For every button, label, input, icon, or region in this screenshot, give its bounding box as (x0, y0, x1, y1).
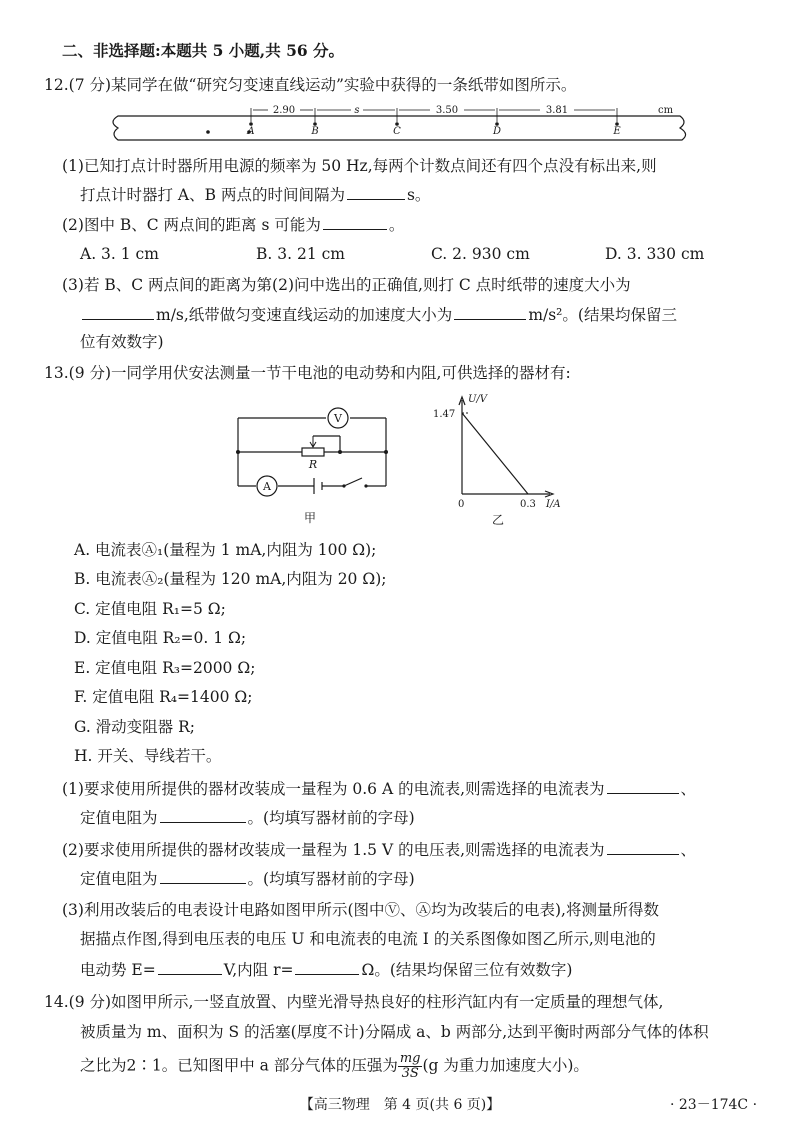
q12-part2-end: 。 (388, 216, 405, 234)
q13-item-b: B. 电流表Ⓐ₂(量程为 120 mA,内阻为 20 Ω); (74, 570, 387, 588)
tape-label-c: C (393, 126, 401, 137)
tape-label-d: D (492, 126, 502, 137)
ammeter-label: A (263, 480, 271, 493)
switch-contact (342, 484, 345, 487)
q12-part1-line2 (80, 183, 430, 206)
q13-part3-r-blank[interactable] (295, 958, 359, 975)
switch-blade (344, 478, 362, 486)
q13-part2-resistor-blank[interactable] (160, 867, 246, 884)
q13-item-g: G. 滑动变阻器 R; (74, 718, 196, 736)
tape-dot-1 (206, 130, 210, 134)
q13-part2-resistor-label: 定值电阻为 (80, 870, 158, 888)
q12-stem: 12.(7 分)某同学在做“研究匀变速直线运动”实验中获得的一条纸带如图所示。 (44, 76, 577, 94)
q12-part1-text: 打点计时器打 A、B 两点的时间间隔为 (80, 186, 345, 204)
q12-option-a: A. 3. 1 cm (80, 245, 159, 263)
q12-part3-line2 (80, 303, 677, 326)
q13-stem: 13.(9 分)一同学用伏安法测量一节干电池的电动势和内阻,可供选择的器材有: (44, 364, 571, 382)
circuit-diagram (228, 398, 398, 528)
q12-part1-answer-blank[interactable] (347, 183, 405, 200)
q13-part1-line1 (62, 777, 696, 800)
circuit-caption: 甲 (303, 511, 317, 525)
u-i-graph (430, 390, 580, 528)
q13-part1-resistor-blank[interactable] (160, 806, 246, 823)
q13-part1-resistor-label: 定值电阻为 (80, 809, 158, 827)
q12-option-b: B. 3. 21 cm (256, 245, 345, 263)
q12-part3-text-a: m/s,纸带做匀变速直线运动的加速度大小为 (156, 306, 453, 324)
q14-fraction-numerator: mg (399, 1051, 421, 1066)
footer-page-label: 【高三物理 第 4 页(共 6 页)】 (299, 1097, 501, 1113)
q13-part3-r-label: V,内阻 r= (223, 961, 294, 979)
tape-spacing-ab: 2.90 (272, 105, 296, 116)
q12-option-d: D. 3. 330 cm (605, 245, 705, 263)
q14-line3-end: (g 为重力加速度大小)。 (422, 1056, 589, 1075)
u-i-line (462, 413, 528, 494)
q14-fraction-denominator: 3S (401, 1066, 419, 1081)
q13-part3-line1: (3)利用改装后的电表设计电路如图甲所示(图中Ⓥ、Ⓐ均为改装后的电表),将测量所得数 (62, 901, 659, 919)
q13-part2-sep: 、 (680, 841, 697, 859)
q12-part3-text-b: m/s²。(结果均保留三 (528, 306, 677, 324)
footer-code: · 23－174C · (670, 1097, 758, 1113)
q12-part2-text: (2)图中 B、C 两点间的距离 s 可能为 (62, 216, 321, 234)
q13-item-e: E. 定值电阻 R₃=2000 Ω; (74, 659, 256, 677)
graph-y-label: U/V (468, 394, 488, 405)
q13-item-f: F. 定值电阻 R₄=1400 Ω; (74, 688, 253, 706)
junction-left (236, 450, 240, 454)
junction-slider (338, 450, 342, 454)
graph-x-label: I/A (546, 499, 561, 510)
switch-terminal (364, 484, 367, 487)
q13-part3-line2: 据描点作图,得到电压表的电压 U 和电流表的电流 I 的关系图像如图乙所示,则电池的 (80, 930, 656, 948)
q13-part3-note: Ω。(结果均保留三位有效数字) (361, 961, 573, 979)
q14-line3 (80, 1052, 589, 1081)
q13-item-h: H. 开关、导线若干。 (74, 747, 222, 765)
q13-part3-line3 (80, 958, 572, 981)
graph-caption: 乙 (491, 513, 505, 527)
q13-part1-meter-blank[interactable] (607, 777, 679, 794)
q12-part3-acceleration-blank[interactable] (454, 303, 526, 320)
q13-part2-meter-blank[interactable] (607, 838, 679, 855)
q12-part2-answer-blank[interactable] (323, 213, 387, 230)
tape-label-e: E (613, 126, 621, 137)
q14-line2: 被质量为 m、面积为 S 的活塞(厚度不计)分隔成 a、b 两部分,达到平衡时两部分气体的体积 (80, 1023, 709, 1041)
q12-part2 (62, 213, 404, 236)
rheostat-label: R (308, 458, 318, 471)
tape-unit: cm (658, 105, 674, 116)
q13-item-c: C. 定值电阻 R₁=5 Ω; (74, 600, 226, 618)
junction-right (384, 450, 388, 454)
q13-part1-text: (1)要求使用所提供的器材改装成一量程为 0.6 A 的电流表,则需选择的电流表为 (62, 780, 605, 798)
voltmeter-label: V (334, 412, 342, 425)
rheostat-body (302, 448, 324, 456)
q13-part1-note: 。(均填写器材前的字母) (247, 809, 415, 827)
q14-pressure-fraction (398, 1052, 423, 1081)
q12-part3-line1: (3)若 B、C 两点间的距离为第(2)问中选出的正确值,则打 C 点时纸带的速度大小为 (62, 276, 631, 294)
q12-part1-line1: (1)已知打点计时器所用电源的频率为 50 Hz,每两个计数点间还有四个点没有标出来,则 (62, 157, 657, 175)
q13-part3-emf-label: 电动势 E= (80, 961, 156, 979)
q13-part1-line2 (80, 806, 415, 829)
q12-option-c: C. 2. 930 cm (431, 245, 530, 263)
q14-line3-text: 之比为2∶1。已知图甲中 a 部分气体的压强为 (80, 1056, 398, 1075)
q12-part3-line3: 位有效数字) (80, 333, 164, 351)
q13-part3-emf-blank[interactable] (158, 958, 222, 975)
q13-part2-text: (2)要求使用所提供的器材改装成一量程为 1.5 V 的电压表,则需选择的电流表为 (62, 841, 605, 859)
q13-item-d: D. 定值电阻 R₂=0. 1 Ω; (74, 629, 247, 647)
q14-line1: 14.(9 分)如图甲所示,一竖直放置、内壁光滑导热良好的柱形汽缸内有一定质量的理想气体, (44, 993, 664, 1011)
tape-spacing-de: 3.81 (545, 105, 569, 116)
paper-tape-figure (110, 102, 692, 146)
q12-part3-velocity-blank[interactable] (82, 303, 154, 320)
q13-part2-line1 (62, 838, 696, 861)
section-title: 二、非选择题:本题共 5 小题,共 56 分。 (62, 41, 345, 60)
tape-spacing-bc: s (354, 105, 360, 116)
q13-part2-note: 。(均填写器材前的字母) (247, 870, 415, 888)
q12-part1-unit: s。 (406, 186, 431, 204)
tape-label-b: B (311, 126, 319, 137)
rheostat-slider-arrow (310, 436, 316, 447)
q13-item-a: A. 电流表Ⓐ₁(量程为 1 mA,内阻为 100 Ω); (74, 541, 377, 559)
tape-spacing-cd: 3.50 (435, 105, 459, 116)
q13-part2-line2 (80, 867, 415, 890)
graph-origin: 0 (458, 499, 465, 510)
graph-y-intercept: 1.47 (433, 409, 456, 420)
tape-label-a: A (247, 126, 255, 137)
graph-x-intercept: 0.3 (520, 499, 536, 510)
q13-part1-sep: 、 (680, 780, 697, 798)
